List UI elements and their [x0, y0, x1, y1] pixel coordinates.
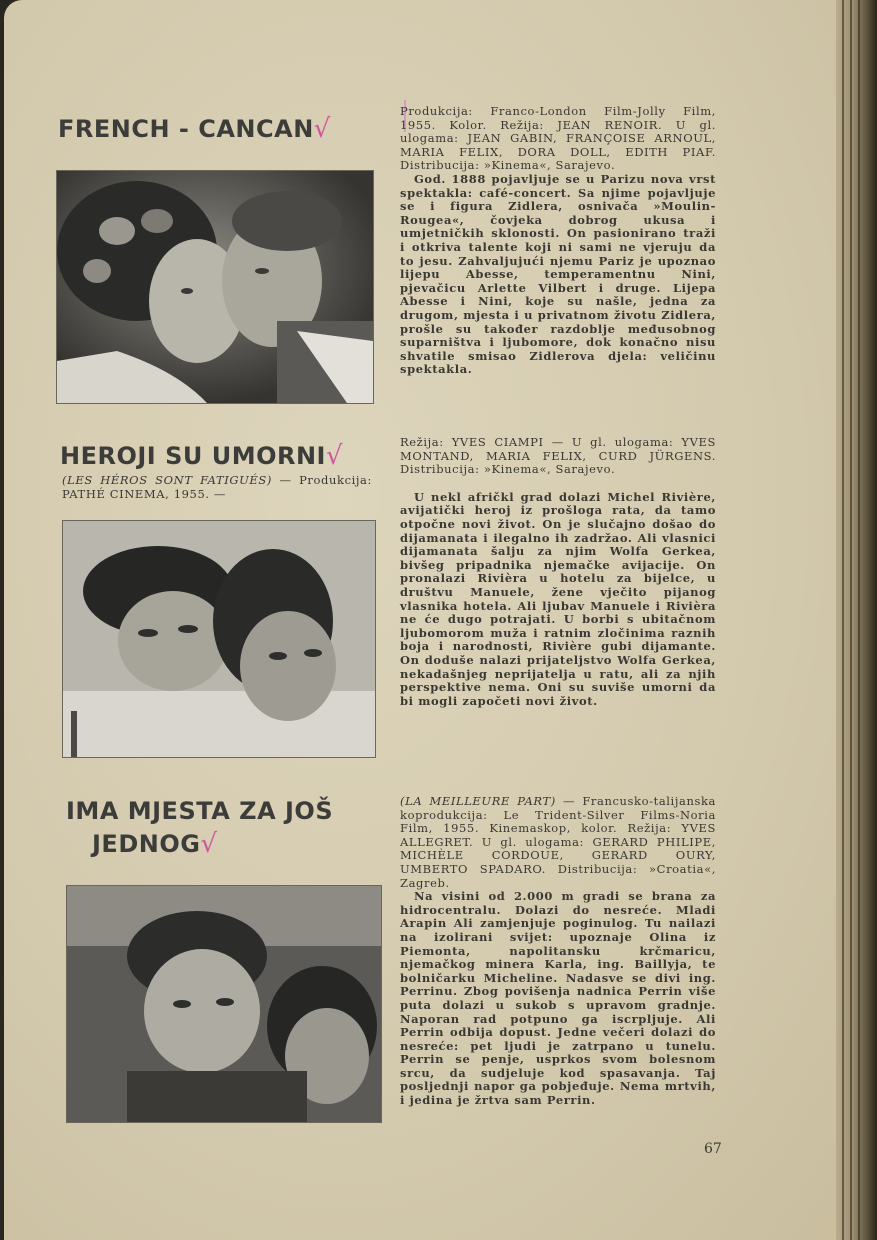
article-body-ima-mjesta: [400, 795, 716, 1108]
check-mark-icon: √: [200, 829, 218, 859]
article-body-french-cancan: [400, 105, 716, 377]
article-intro-heroji-su-umorni: [62, 474, 372, 501]
credits-text: — Francusko-talijanska koprodukcija: Le Trident-Silver Films-Noria Film, 1955. Kinemaskop, kolor. Režija: YVES ALLEGRET. U gl. ulogama: GERARD PHILIPE, MICHÈLE CORDOUE, GERARD OURY, UMBERTO SPADARO. Distribucija: »Croatia«, Zagreb.: [400, 794, 716, 890]
article-body-heroji-su-umorni: [400, 436, 716, 708]
synopsis-text: U nekl afričkl grad dolazi Michel Rivière, avijatički heroj iz prošloga rata, da tamo otpočne novi život. On je slučajno došao do dijamanata i ilegalno ih zadržao. Ali vlasnici dijamanata šalju za njim Wolfa Gerkea, bivšeg pripadnika njemačke avijacije. On pronalazi Rivièra u hotelu za bijelce, u društvu Manuele, žene vječito pijanog vlasnika hotela. Ali ljubav Manuele i Rivièra ne će dugo potrajati. U borbi s ubitačnom ljubomorom muža i ratnim zločinima raznih boja i narodnosti, Rivière gubi dijamante. On doduše nalazi prijateljstvo Wolfa Gerkea, nekadašnjeg neprijatelja u ratu, ali za njih perspektive nema. Oni su suviše umorni da bi mogli započeti novi život.: [400, 489, 716, 708]
production-text: — Produkcija: PATHÉ CINEMA, 1955. —: [62, 473, 372, 501]
synopsis-text: Na visini od 2.000 m gradi se brana za hidrocentralu. Dolazi do nesreće. Mladi Arapin Ali zamjenjuje poginulog. Tu nailazi na izolirani svijet: upoznaje Olina iz Piemonta, napolitansku krčmaricu, njemačkog minera Karla, ing. Baillyja, te bolničarku Micheline. Nadasve se divi ing. Perrinu. Zbog povišenja nadnica Perrin više puta dolazi u sukob s upravom gradnje. Naporan rad potpuno ga iscrpljuje. Ali Perrin odbija dopust. Jedne večeri dolazi do nesreće: pet ljudi je zatrpano u tunelu. Perrin se penje, usprkos svom bolesnom srcu, da sudjeluje kod spasavanja. Taj posljednji napor ga pobjeđuje. Nema mrtvih, i jedina je žrtva sam Perrin.: [400, 889, 716, 1108]
check-mark-icon: √: [325, 441, 344, 471]
film-still-ima-mjesta: [66, 885, 382, 1123]
original-title: (LA MEILLEURE PART): [400, 794, 556, 808]
film-still-french-cancan: [56, 170, 374, 404]
page-number: 67: [704, 1141, 722, 1157]
article-title-heroji-su-umorni: HEROJI SU UMORNI√: [60, 441, 344, 471]
synopsis-text: God. 1888 pojavljuje se u Parizu nova vrst spektakla: café-concert. Sa njime pojavljuje se i figura Zidlera, osnivača »Moulin-Rougea«, čovjeka dobrog ukusa i umjetničkih sklonosti. On pasionirano traži i otkriva talente koji ni sami ne vjeruju da to jesu. Zahvaljujući njemu Pariz je upoznao lijepu Abesse, temperamentnu Nini, pjevačicu Arlette Vilbert i druge. Lijepa Abesse i Nini, koje su našle, jedna za drugom, mjesta i u privatnom životu Zidlera, prošle su također razdoblje međusobnog suparništva i ljubomore, dok konačno nisu shvatile smisao Zidlerova djela: veličinu spektakla.: [400, 171, 716, 377]
original-title: (LES HÉROS SONT FATIGUÉS): [62, 473, 272, 487]
book-spine: [836, 0, 877, 1240]
magazine-page: [4, 0, 846, 1240]
article-title-ima-mjesta: IMA MJESTA ZA JOŠ JEDNOG√: [66, 797, 334, 859]
film-still-heroji-su-umorni: [62, 520, 376, 758]
credits-text: Produkcija: Franco-London Film-Jolly Film, 1955. Kolor. Režija: JEAN RENOIR. U gl. ulogama: JEAN GABIN, FRANÇOISE ARNOUL, MARIA FELIX, DORA DOLL, EDITH PIAF. Distribucija: »Kinema«, Sarajevo.: [400, 104, 716, 173]
article-title-french-cancan: FRENCH - CANCAN√: [58, 114, 331, 144]
credits-text: Režija: YVES CIAMPI — U gl. ulogama: YVES MONTAND, MARIA FELIX, CURD JÜRGENS. Distribucija: »Kinema«, Sarajevo.: [400, 435, 716, 477]
check-mark-icon: √: [313, 114, 331, 144]
